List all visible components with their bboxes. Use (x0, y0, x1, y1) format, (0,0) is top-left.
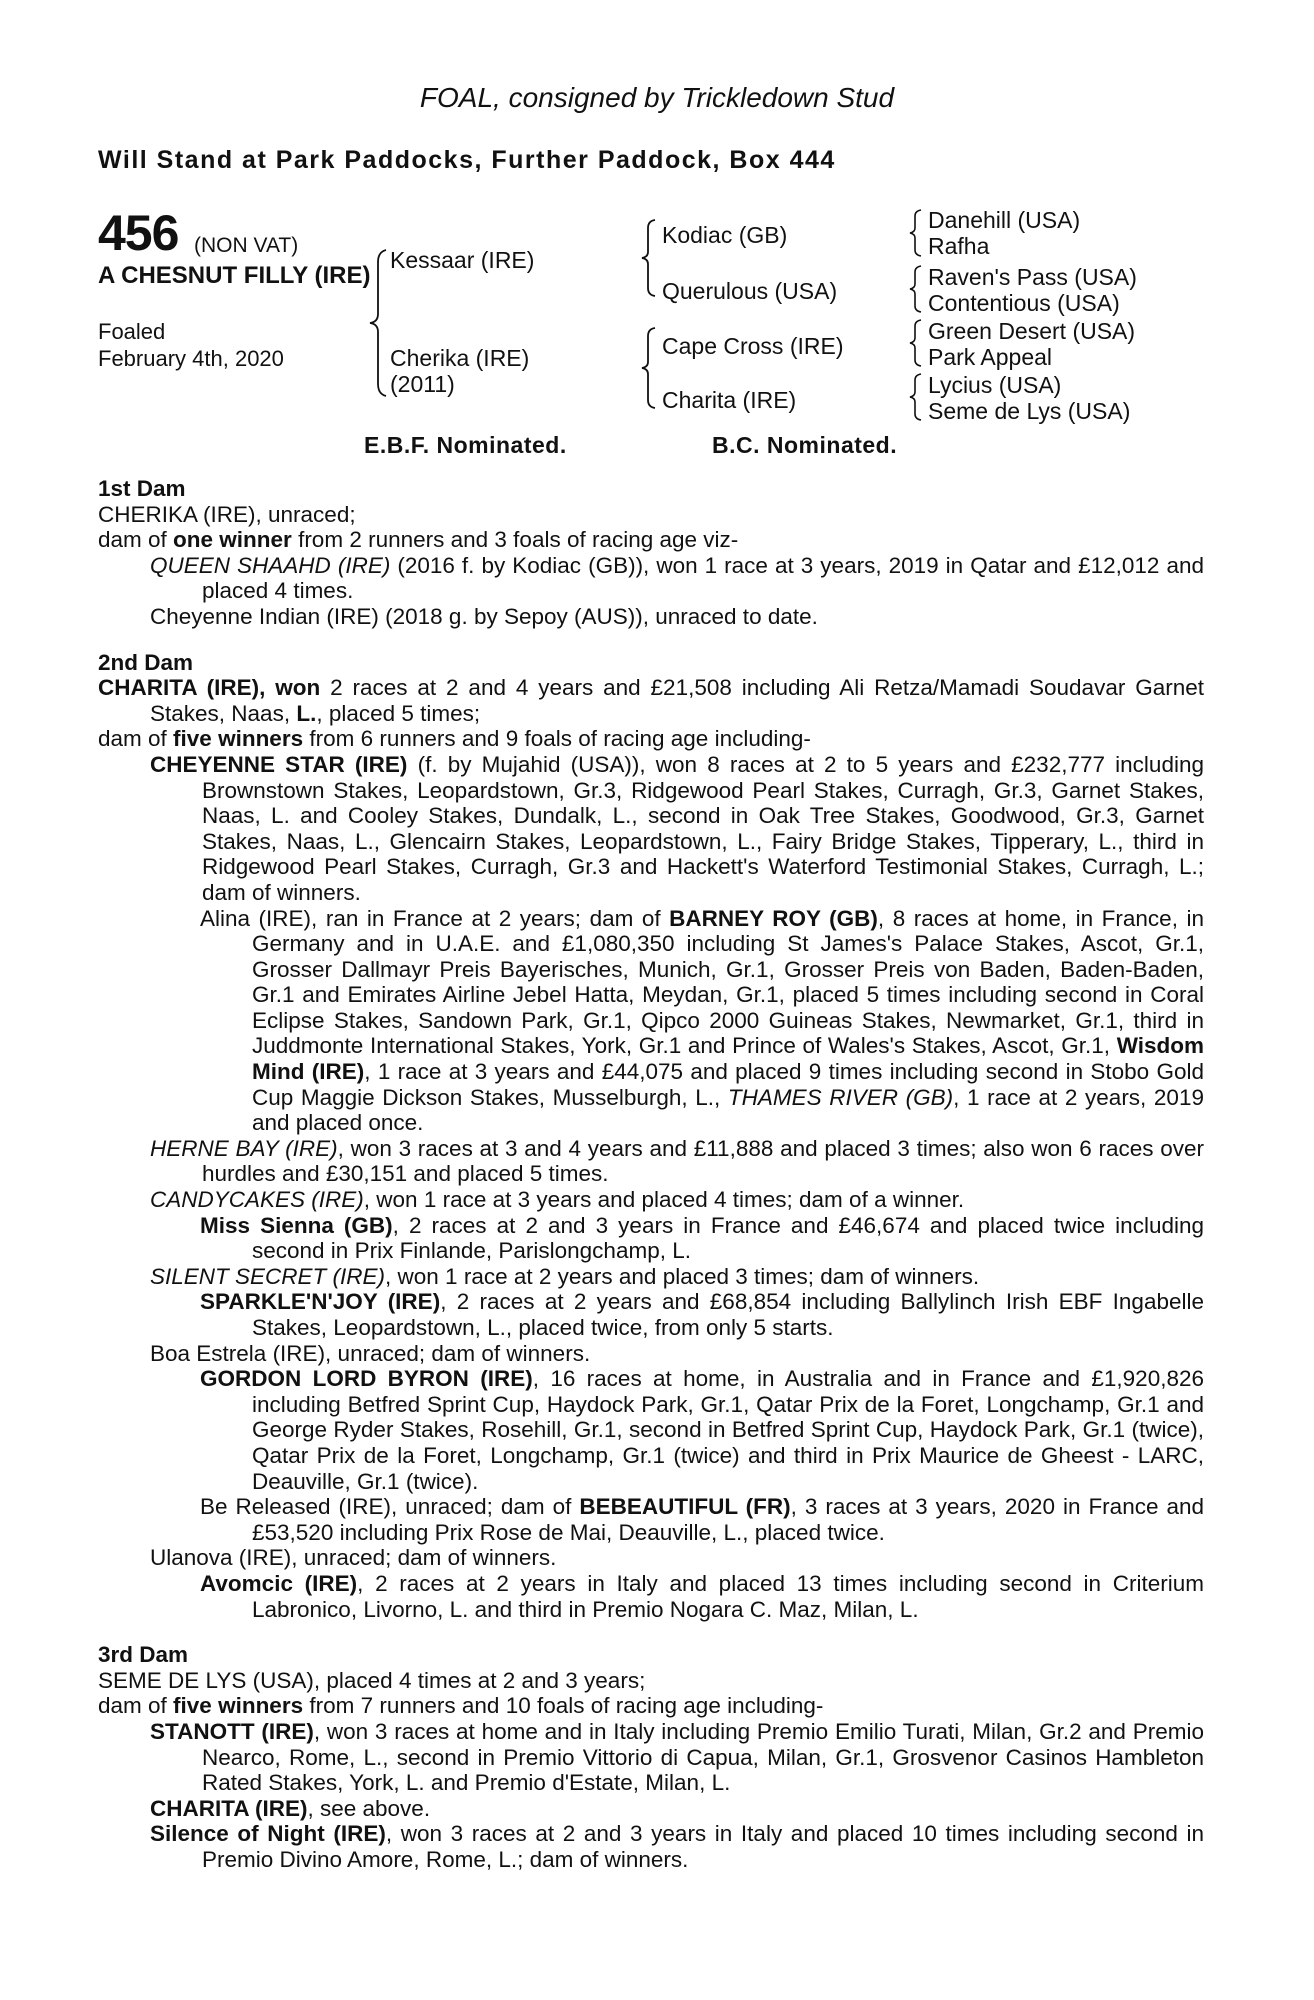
pedigree-brace-main (366, 248, 390, 398)
stand-location: Will Stand at Park Paddocks, Further Paddock, Box 444 (98, 146, 836, 174)
ebf-nominated: E.B.F. Nominated. (364, 432, 567, 458)
produce-entry: Miss Sienna (GB), 2 races at 2 and 3 years in France and £46,674 and placed twice including second in Prix Finlande, Parislongchamp, L. (200, 1212, 1204, 1264)
produce-entry: Alina (IRE), ran in France at 2 years; dam of BARNEY ROY (GB), 8 races at home, in France, in Germany and in U.A.E. and £1,080,350 including St James's Palace Stakes, Ascot, Gr.1, Grosser Dallmayr Preis Bayerisches, Munich, Gr.1, Grosser Preis von Baden, Baden-Baden, Gr.1 and Emirates Airline Jebel Hatta, Meydan, Gr.1, placed 5 times including second in Coral Eclipse Stakes, Sandown Park, Gr.1, Qipco 2000 Guineas Stakes, Newmarket, Gr.1, third in Juddmonte International Stakes, York, Gr.1 and Prince of Wales's Stakes, Ascot, Gr.1, Wisdom Mind (IRE), 1 race at 3 years and £44,075 and placed 9 times including second in Stobo Gold Cup Maggie Dickson Stakes, Musselburgh, L., THAMES RIVER (GB), 1 race at 2 years, 2019 and placed once. (200, 905, 1204, 1136)
pedigree-g6: Park Appeal (928, 344, 1053, 370)
produce-entry: Avomcic (IRE), 2 races at 2 years in Italy and placed 13 times including second in Criterium Labronico, Livorno, L. and third in Premio Nogara C. Maz, Milan, L. (200, 1570, 1204, 1622)
pedigree-g3: Raven's Pass (USA) (928, 264, 1137, 290)
produce-entry: Boa Estrela (IRE), unraced; dam of winners. (150, 1340, 591, 1366)
foaled-label: Foaled (98, 319, 166, 344)
pedigree-brace-g3 (906, 318, 924, 368)
second-dam-record: CHARITA (IRE), won 2 races at 2 and 4 years and £21,508 including Ali Retza/Mamadi Soudavar Garnet Stakes, Naas, L., placed 5 times; (98, 675, 1204, 726)
produce-entry: HERNE BAY (IRE), won 3 races at 3 and 4 years and £11,888 and placed 3 times; also won 6 races over hurdles and £30,151 and placed 5 times. (150, 1135, 1204, 1187)
produce-entry: CHARITA (IRE), see above. (150, 1795, 431, 1821)
second-dam-produce: dam of five winners from 6 runners and 9 foals of racing age including- (98, 726, 811, 752)
pedigree-sire-sire: Kodiac (GB) (662, 222, 788, 248)
pedigree-dam: Cherika (IRE) (390, 345, 530, 371)
pedigree-sire: Kessaar (IRE) (390, 247, 535, 273)
pedigree-brace-g2 (906, 264, 924, 314)
pedigree-g8: Seme de Lys (USA) (928, 398, 1131, 424)
lot-name: A CHESNUT FILLY (IRE) (98, 262, 371, 289)
vat-status: (NON VAT) (194, 234, 299, 257)
second-dam-heading: 2nd Dam (98, 649, 194, 675)
produce-entry: Cheyenne Indian (IRE) (2018 g. by Sepoy (AUS)), unraced to date. (150, 603, 818, 629)
produce-entry: CHEYENNE STAR (IRE) (f. by Mujahid (USA)), won 8 races at 2 to 5 years and £232,777 including Brownstown Stakes, Leopardstown, Gr.3, Ridgewood Pearl Stakes, Curragh, Gr.3, Garnet Stakes, Naas, L. and Cooley Stakes, Dundalk, L., second in Oak Tree Stakes, Goodwood, Gr.3, Garnet Stakes, Naas, L., Glencairn Stakes, Leopardstown, L., Fairy Bridge Stakes, Tipperary, L., third in Ridgewood Pearl Stakes, Curragh, Gr.3 and Hackett's Waterford Testimonial Stakes, Curragh, L.; dam of winners. (150, 751, 1204, 905)
pedigree-brace-sire (638, 218, 658, 298)
pedigree-dam-year: (2011) (390, 371, 455, 397)
produce-entry: SILENT SECRET (IRE), won 1 race at 2 years and placed 3 times; dam of winners. (150, 1263, 980, 1289)
produce-entry: QUEEN SHAAHD (IRE) (2016 f. by Kodiac (GB)), won 1 race at 3 years, 2019 in Qatar and £12,012 and placed 4 times. (150, 552, 1204, 604)
pedigree-brace-dam (638, 326, 658, 410)
pedigree-g2: Rafha (928, 233, 990, 259)
third-dam-record: SEME DE LYS (USA), placed 4 times at 2 and 3 years; (98, 1667, 646, 1693)
produce-entry: STANOTT (IRE), won 3 races at home and in Italy including Premio Emilio Turati, Milan, Gr.2 and Premio Nearco, Rome, L., second in Premio Vittorio di Capua, Milan, Gr.1, Grosvenor Casinos Hambleton Rated Stakes, York, L. and Premio d'Estate, Milan, L. (150, 1718, 1204, 1796)
produce-entry: Ulanova (IRE), unraced; dam of winners. (150, 1545, 557, 1571)
lot-number: 456 (98, 205, 179, 261)
pedigree-sire-dam: Querulous (USA) (662, 278, 838, 304)
pedigree-g1: Danehill (USA) (928, 207, 1081, 233)
pedigree-g5: Green Desert (USA) (928, 318, 1136, 344)
produce-entry: Silence of Night (IRE), won 3 races at 2 and 3 years in Italy and placed 10 times including second in Premio Divino Amore, Rome, L.; dam of winners. (150, 1821, 1204, 1872)
pedigree-g7: Lycius (USA) (928, 372, 1062, 398)
pedigree-brace-g4 (906, 372, 924, 422)
pedigree-g4: Contentious (USA) (928, 290, 1120, 316)
third-dam-produce: dam of five winners from 7 runners and 10 foals of racing age including- (98, 1693, 824, 1719)
foaled-info (98, 318, 284, 372)
pedigree-brace-g1 (906, 208, 924, 258)
produce-entry: SPARKLE'N'JOY (IRE), 2 races at 2 years and £68,854 including Ballylinch Irish EBF Ingabelle Stakes, Leopardstown, L., placed twice, from only 5 starts. (200, 1289, 1204, 1340)
pedigree-dam-sire: Cape Cross (IRE) (662, 333, 844, 359)
produce-entry: Be Released (IRE), unraced; dam of BEBEAUTIFUL (FR), 3 races at 3 years, 2020 in France and £53,520 including Prix Rose de Mai, Deauville, L., placed twice. (200, 1494, 1204, 1545)
foaled-date: February 4th, 2020 (98, 346, 284, 371)
produce-entry: CANDYCAKES (IRE), won 1 race at 3 years and placed 4 times; dam of a winner. (150, 1187, 965, 1213)
first-dam-line: CHERIKA (IRE), unraced; (98, 501, 356, 527)
pedigree-dam-dam: Charita (IRE) (662, 387, 797, 413)
pedigree-notes (98, 476, 1204, 1872)
produce-entry: GORDON LORD BYRON (IRE), 16 races at home, in Australia and in France and £1,920,826 including Betfred Sprint Cup, Haydock Park, Gr.1, Qatar Prix de la Foret, Longchamp, Gr.1 and George Ryder Stakes, Rosehill, Gr.1, second in Betfred Sprint Cup, Haydock Park, Gr.1 (twice), Qatar Prix de la Foret, Longchamp, Gr.1 (twice) and third in Prix Maurice de Gheest - LARC, Deauville, Gr.1 (twice). (200, 1366, 1204, 1494)
bc-nominated: B.C. Nominated. (712, 432, 898, 458)
first-dam-heading: 1st Dam (98, 476, 186, 501)
first-dam-produce: dam of one winner from 2 runners and 3 foals of racing age viz- (98, 527, 739, 553)
third-dam-heading: 3rd Dam (98, 1642, 189, 1668)
consignor-title: FOAL, consigned by Trickledown Stud (419, 82, 895, 113)
